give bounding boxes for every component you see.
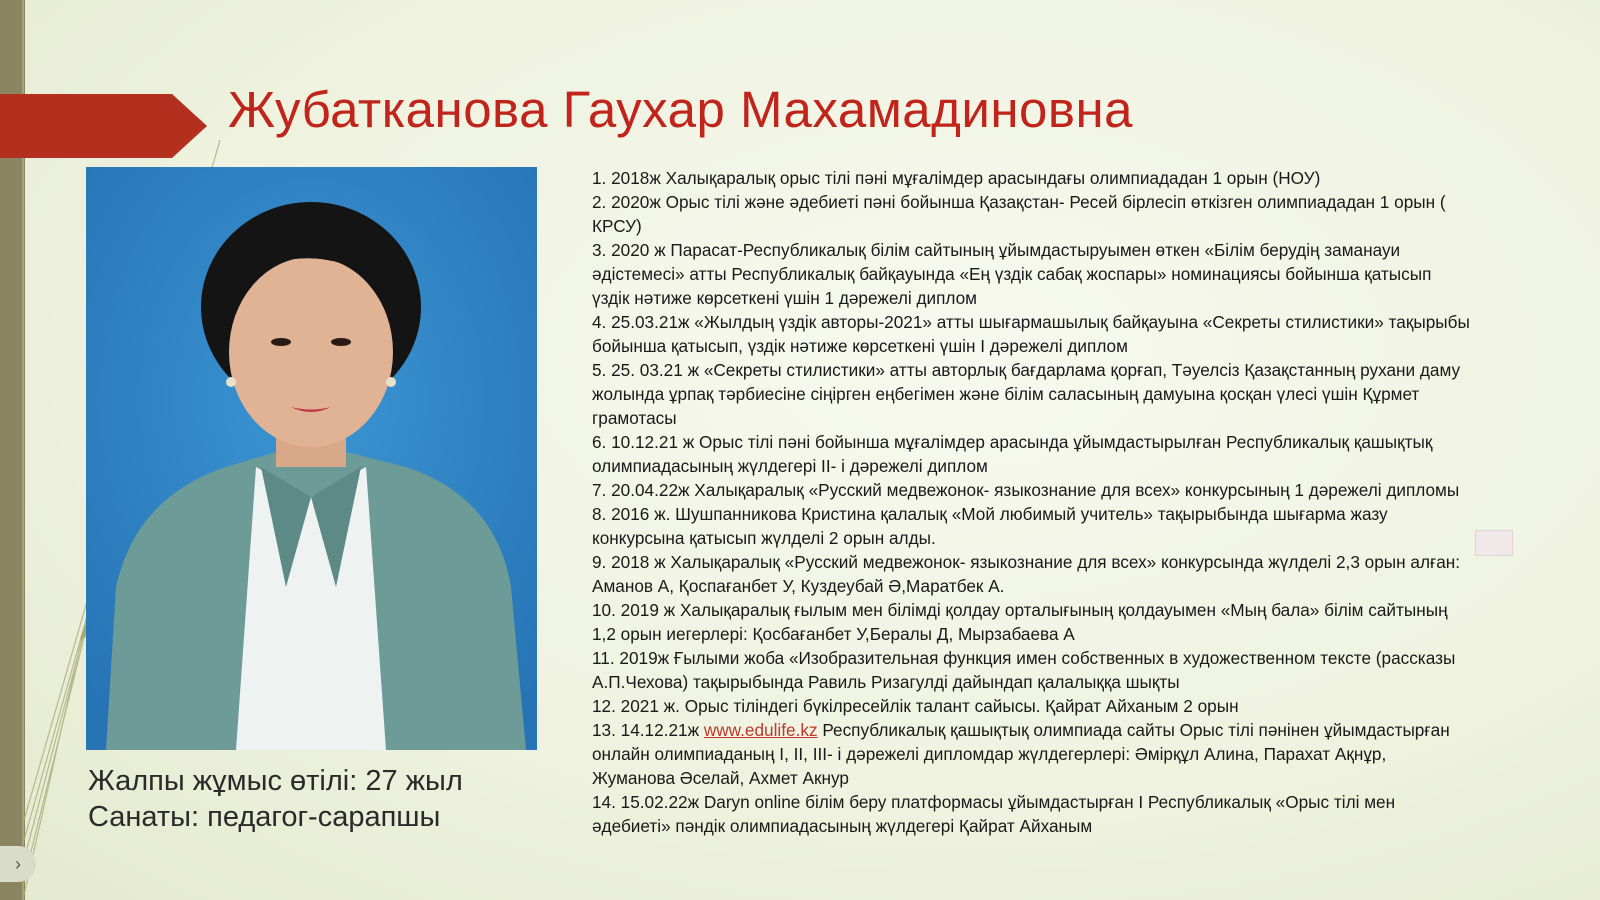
achievement-item: 11. 2019ж Ғылыми жоба «Изобразительная функция имен собственных в художественном тексте (рассказы А.П.Чехова) тақырыбында Равиль Ризагулді дайындап қалалыққа шықты xyxy=(592,648,1456,692)
title-arrow-banner xyxy=(0,94,207,158)
slide-title: Жубатканова Гаухар Махамадиновна xyxy=(228,81,1134,138)
teacher-photo xyxy=(86,167,537,750)
edulife-link[interactable]: www.edulife.kz xyxy=(703,720,818,740)
achievement-item: 10. 2019 ж Халықаралық ғылым мен білімді қолдау орталығының қолдауымен «Мың бала» білім сайтының 1,2 орын иегерлері: Қосбағанбет У,Бералы Д, Мырзабаева А xyxy=(592,600,1448,644)
achievement-item: 5. 25. 03.21 ж «Секреты стилистики» атты авторлық бағдарлама қорғап, Тәуелсіз Қазақстанның рухани даму жолында ұрпақ тәрбиесіне сіңірген еңбегімен және білім саласының дамуына қосқан үлесі үшін Құрмет грамотасы xyxy=(592,360,1461,428)
teacher-category: Санаты: педагог-сарапшы xyxy=(88,801,441,833)
work-experience: Жалпы жұмыс өтілі: 27 жыл xyxy=(88,765,463,797)
achievement-item: 8. 2016 ж. Шушпанникова Кристина қалалық «Мой любимый учитель» тақырыбында шығарма жазу конкурсына қатысып жүлделі 2 орын алды. xyxy=(592,504,1388,548)
achievement-item: 14. 15.02.22ж Daryn online білім беру платформасы ұйымдастырған I Республикалық «Орыс тілі мен әдебиеті» пәндік олимпиадасының жүлдегері Қайрат Айханым xyxy=(592,792,1396,836)
achievements-list xyxy=(592,166,1472,838)
achievement-item: 7. 20.04.22ж Халықаралық «Русский медвежонок- языкознание для всех» конкурсының 1 дәрежелі дипломы xyxy=(592,480,1460,500)
achievement-item: 9. 2018 ж Халықаралық «Русский медвежонок- языкознание для всех» конкурсында жүлделі 2,3 орын алған: Аманов А, Қоспағанбет У, Куздеубай Ә,Маратбек А. xyxy=(592,552,1461,596)
achievement-item: 6. 10.12.21 ж Орыс тілі пәні бойынша мұғалімдер арасында ұйымдастырылған Республикалық қашықтық олимпиадасының жүлдегері II- і дәрежелі диплом xyxy=(592,432,1433,476)
teacher-info xyxy=(88,763,463,835)
achievement-item: 3. 2020 ж Парасат-Республикалық білім сайтының ұйымдастыруымен өткен «Білім берудің заманауи әдістемесі» атты Республикалық байқауында «Ең үздік сабақ жоспары» номинациясы бойынша қатысып үздік нәтиже көрсеткені үшін 1 дәрежелі диплом xyxy=(592,240,1432,308)
achievement-item: 2. 2020ж Орыс тілі және әдебиеті пәні бойынша Қазақстан- Ресей бірлесіп өткізген олимпиададан 1 орын ( КРСУ) xyxy=(592,192,1446,236)
achievement-item: 4. 25.03.21ж «Жылдың үздік авторы-2021» атты шығармашылық байқауына «Секреты стилистики» тақырыбы бойынша қатысып, үздік нәтиже көрсеткені үшін I дәрежелі диплом xyxy=(592,312,1470,356)
small-placeholder-box xyxy=(1475,530,1513,556)
next-slide-button[interactable] xyxy=(0,846,36,882)
achievement-item: 12. 2021 ж. Орыс тіліндегі бүкілресейлік талант сайысы. Қайрат Айханым 2 орын xyxy=(592,696,1239,716)
achievement-item: 13. 14.12.21ж www.edulife.kz Республикалық қашықтық олимпиада сайты Орыс тілі пәнінен ұйымдастырған онлайн олимпиаданың I, II, III- і дәрежелі дипломдар жүлдегерлері: Әмірқұл Алина, Парахат Ақнұр, Жуманова Әселай, Ахмет Акнур xyxy=(592,720,1450,788)
chevron-right-icon: › xyxy=(15,854,21,874)
achievement-item: 1. 2018ж Халықаралық орыс тілі пәні мұғалімдер арасындағы олимпиададан 1 орын (НОУ) xyxy=(592,168,1321,188)
